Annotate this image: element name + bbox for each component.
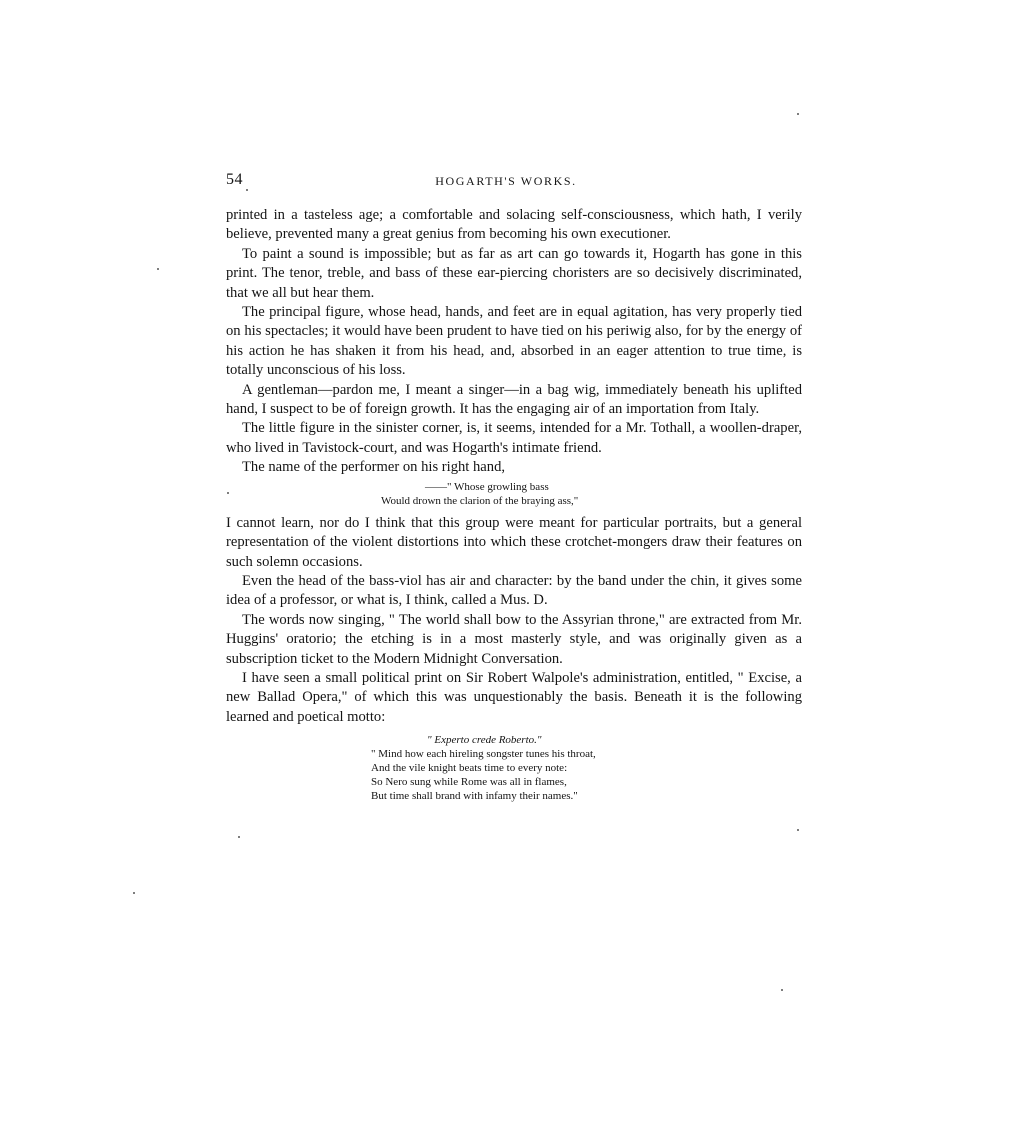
verse-quote — [226, 480, 802, 508]
paragraph: I have seen a small political print on Sir Robert Walpole's administration, entitled, " Excise, a new Ballad Opera," of which this was unquestionably the basis. Beneath it is the following learned and poetical motto: — [226, 669, 802, 725]
verse-line: And the vile knight beats time to every note: — [371, 762, 568, 775]
running-head: HOGARTH'S WORKS. — [435, 174, 577, 188]
verse-line: But time shall brand with infamy their names." — [371, 790, 578, 803]
motto-title: " Experto crede Roberto." — [427, 734, 542, 747]
paragraph: The principal figure, whose head, hands, and feet are in equal agitation, has very properly tied on his spectacles; it would have been prudent to have tied on his periwig also, for by the energy of his action he has shaken it from his head, and, absorbed in an eager attention to true time, is totally unconscious of his loss. — [226, 304, 802, 379]
paragraph: The name of the performer on his right hand, — [242, 459, 506, 476]
scan-speck — [797, 113, 799, 115]
scan-speck — [227, 492, 229, 494]
verse-line: " Mind how each hireling songster tunes his throat, — [371, 748, 596, 761]
paragraph: To paint a sound is impossible; but as far as art can go towards it, Hogarth has gone in this print. The tenor, treble, and bass of these ear-piercing choristers are so decisively discriminated, that we all but hear them. — [226, 245, 802, 301]
scan-speck — [133, 892, 135, 894]
scan-speck — [246, 189, 248, 191]
paragraph: printed in a tasteless age; a comfortable and solacing self-consciousness, which hath, I verily believe, prevented many a great genius from becoming his own executioner. — [226, 207, 802, 243]
paragraph: The little figure in the sinister corner, is, it seems, intended for a Mr. Tothall, a woollen-draper, who lived in Tavistock-court, and was Hogarth's intimate friend. — [226, 420, 802, 456]
verse-line: Would drown the clarion of the braying ass," — [381, 494, 579, 507]
paragraph: Even the head of the bass-viol has air and character: by the band under the chin, it gives some idea of a professor, or what is, I think, called a Mus. D. — [226, 572, 802, 609]
motto-verse — [226, 733, 802, 803]
scan-speck — [797, 829, 799, 831]
paragraph: The words now singing, " The world shall bow to the Assyrian throne," are extracted from Mr. Huggins' oratorio; the etching is in a most masterly style, and was originally given as a subscription ticket to the Modern Midnight Conversation. — [226, 611, 802, 667]
page-number: 54 — [226, 171, 243, 188]
paragraph: A gentleman—pardon me, I meant a singer—in a bag wig, immediately beneath his uplifted hand, I suspect to be of foreign growth. It has the engaging air of an importation from Italy. — [226, 381, 802, 418]
body-text — [226, 206, 802, 803]
scan-speck — [781, 989, 783, 991]
verse-line: So Nero sung while Rome was all in flames, — [371, 776, 567, 789]
scan-speck — [157, 268, 159, 270]
paragraph: I cannot learn, nor do I think that this group were meant for particular portraits, but a general representation of the violent distortions into which these crotchet-mongers draw their features on such solemn occasions. — [226, 514, 802, 570]
scan-speck — [238, 836, 240, 838]
verse-line: ——" Whose growling bass — [425, 480, 549, 493]
